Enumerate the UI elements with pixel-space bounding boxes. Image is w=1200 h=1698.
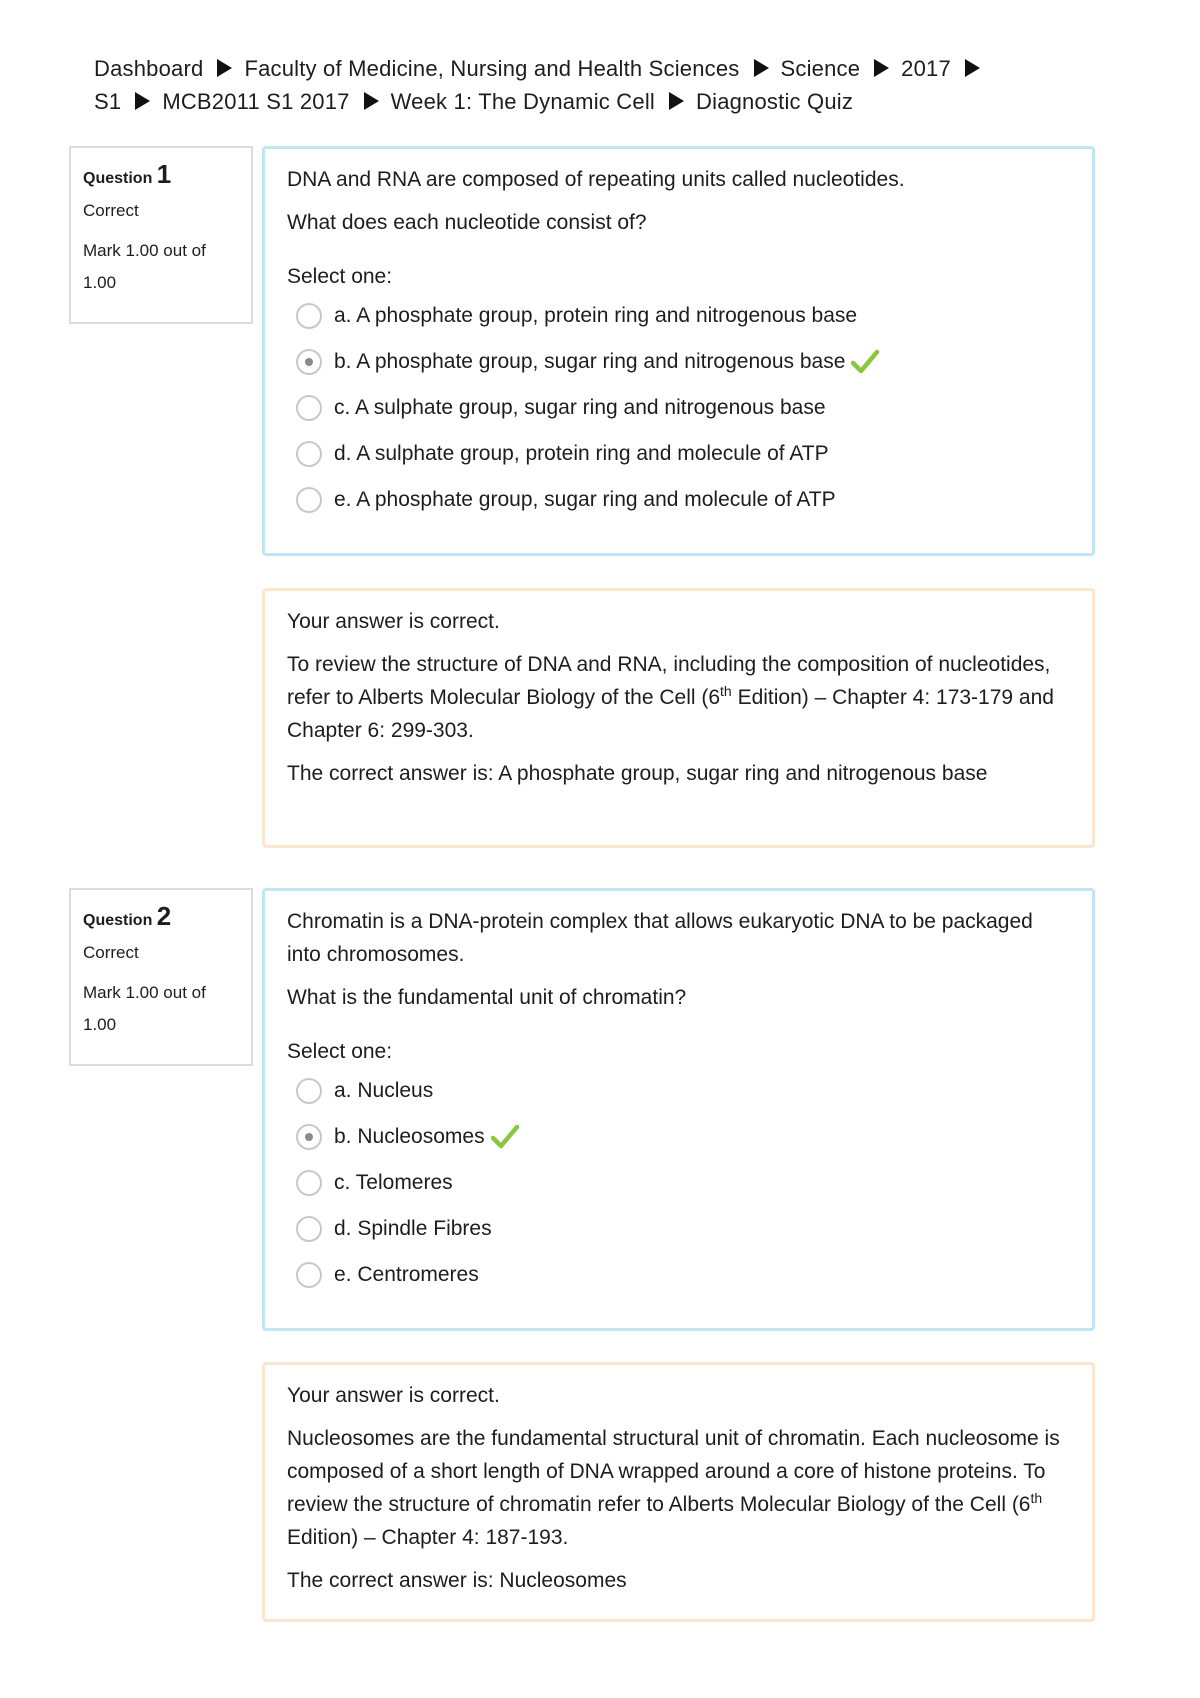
feedback-panel xyxy=(262,588,1095,848)
right-answer: The correct answer is: Nucleosomes xyxy=(287,1569,627,1592)
answer-option-label: b. Nucleosomes xyxy=(334,1125,485,1148)
answer-option[interactable] xyxy=(287,1160,1072,1206)
breadcrumb-row-2 xyxy=(94,85,1074,118)
question-number: 1 xyxy=(156,159,172,189)
breadcrumb-item-science[interactable]: Science xyxy=(780,56,861,81)
answer-option-label: d. A sulphate group, protein ring and molecule of ATP xyxy=(334,442,829,465)
breadcrumb-item-course[interactable]: MCB2011 S1 2017 xyxy=(162,89,350,114)
answer-options xyxy=(287,1068,1072,1298)
breadcrumb-separator-icon xyxy=(217,59,232,77)
feedback-panel xyxy=(262,1362,1095,1622)
question-title xyxy=(83,160,241,193)
answer-option[interactable] xyxy=(287,1068,1072,1114)
radio-button-checked[interactable] xyxy=(296,1124,322,1150)
breadcrumb-separator-icon xyxy=(669,92,684,110)
select-prompt: Select one: xyxy=(287,265,393,288)
question-label: Question xyxy=(83,912,153,929)
answer-option[interactable] xyxy=(287,431,1072,477)
radio-button[interactable] xyxy=(296,303,322,329)
question-text xyxy=(287,905,1072,1014)
breadcrumb-item-week[interactable]: Week 1: The Dynamic Cell xyxy=(390,89,656,114)
answer-option-selected[interactable] xyxy=(287,1114,1072,1160)
breadcrumb-separator-icon xyxy=(754,59,769,77)
question-text-line: What is the fundamental unit of chromatin? xyxy=(287,986,687,1009)
breadcrumb-item-faculty[interactable]: Faculty of Medicine, Nursing and Health Sciences xyxy=(244,56,740,81)
question-text xyxy=(287,163,1072,239)
breadcrumb-item-year[interactable]: 2017 xyxy=(901,56,951,81)
radio-button[interactable] xyxy=(296,1078,322,1104)
superscript: th xyxy=(720,683,732,699)
answer-option-label: c. Telomeres xyxy=(334,1171,453,1194)
radio-button[interactable] xyxy=(296,441,322,467)
answer-option-label: e. A phosphate group, sugar ring and molecule of ATP xyxy=(334,488,836,511)
breadcrumb-separator-icon xyxy=(874,59,889,77)
radio-button-checked[interactable] xyxy=(296,349,322,375)
breadcrumb-separator-icon xyxy=(965,59,980,77)
breadcrumb-item-quiz[interactable]: Diagnostic Quiz xyxy=(696,89,854,114)
answer-option-label: c. A sulphate group, sugar ring and nitrogenous base xyxy=(334,396,826,419)
answer-option-selected[interactable] xyxy=(287,339,1072,385)
answer-options xyxy=(287,293,1072,523)
answer-option-label: a. Nucleus xyxy=(334,1079,434,1102)
general-feedback xyxy=(287,648,1072,747)
question-mark: Mark 1.00 out of 1.00 xyxy=(83,983,206,1034)
general-feedback-text: To review the structure of DNA and RNA, including the composition of nucleotides, refer to Alberts Molecular Biology of the Cell (6 xyxy=(287,653,1051,709)
radio-button[interactable] xyxy=(296,395,322,421)
answer-option-label: e. Centromeres xyxy=(334,1263,479,1286)
feedback-status: Your answer is correct. xyxy=(287,610,500,633)
answer-option-label: b. A phosphate group, sugar ring and nitrogenous base xyxy=(334,350,846,373)
answer-option[interactable] xyxy=(287,1206,1072,1252)
superscript: th xyxy=(1030,1490,1043,1506)
radio-button[interactable] xyxy=(296,1170,322,1196)
question-text-line: DNA and RNA are composed of repeating units called nucleotides. xyxy=(287,168,905,191)
general-feedback-text: Nucleosomes are the fundamental structural unit of chromatin. Each nucleosome is composed of a short length of DNA wrapped around a core of histone proteins. To review the structure of chromatin refer to Alberts Molecular Biology of the Cell (6 xyxy=(287,1427,1060,1516)
question-info-panel xyxy=(69,146,253,324)
checkmark-icon xyxy=(491,1124,519,1150)
question-info-panel xyxy=(69,888,253,1066)
question-number: 2 xyxy=(156,901,172,931)
question-formulation xyxy=(262,888,1095,1331)
select-prompt: Select one: xyxy=(287,1040,393,1063)
answer-option[interactable] xyxy=(287,477,1072,523)
question-label: Question xyxy=(83,170,153,187)
answer-option[interactable] xyxy=(287,385,1072,431)
breadcrumb-row-1 xyxy=(94,52,1074,85)
question-mark: Mark 1.00 out of 1.00 xyxy=(83,241,206,292)
question-text-line: Chromatin is a DNA-protein complex that allows eukaryotic DNA to be packaged into chromosomes. xyxy=(287,910,1033,966)
answer-option-label: a. A phosphate group, protein ring and nitrogenous base xyxy=(334,304,858,327)
breadcrumb-separator-icon xyxy=(135,92,150,110)
breadcrumb-separator-icon xyxy=(364,92,379,110)
breadcrumb xyxy=(94,52,1074,118)
answer-option[interactable] xyxy=(287,1252,1072,1298)
question-title xyxy=(83,902,241,935)
breadcrumb-item-dashboard[interactable]: Dashboard xyxy=(94,56,204,81)
checkmark-icon xyxy=(851,349,879,375)
breadcrumb-item-semester[interactable]: S1 xyxy=(94,89,122,114)
answer-option-label: d. Spindle Fibres xyxy=(334,1217,492,1240)
radio-button[interactable] xyxy=(296,1216,322,1242)
question-text-line: What does each nucleotide consist of? xyxy=(287,211,647,234)
general-feedback xyxy=(287,1422,1072,1554)
feedback-status: Your answer is correct. xyxy=(287,1384,500,1407)
general-feedback-text: Edition) – Chapter 4: 173-179 and Chapter 6: 299-303. xyxy=(287,686,1054,742)
radio-button[interactable] xyxy=(296,487,322,513)
question-state: Correct xyxy=(83,943,139,962)
radio-button[interactable] xyxy=(296,1262,322,1288)
general-feedback-text: Edition) – Chapter 4: 187-193. xyxy=(287,1526,569,1549)
question-state: Correct xyxy=(83,201,139,220)
answer-option[interactable] xyxy=(287,293,1072,339)
question-formulation xyxy=(262,146,1095,556)
right-answer: The correct answer is: A phosphate group, sugar ring and nitrogenous base xyxy=(287,762,988,785)
